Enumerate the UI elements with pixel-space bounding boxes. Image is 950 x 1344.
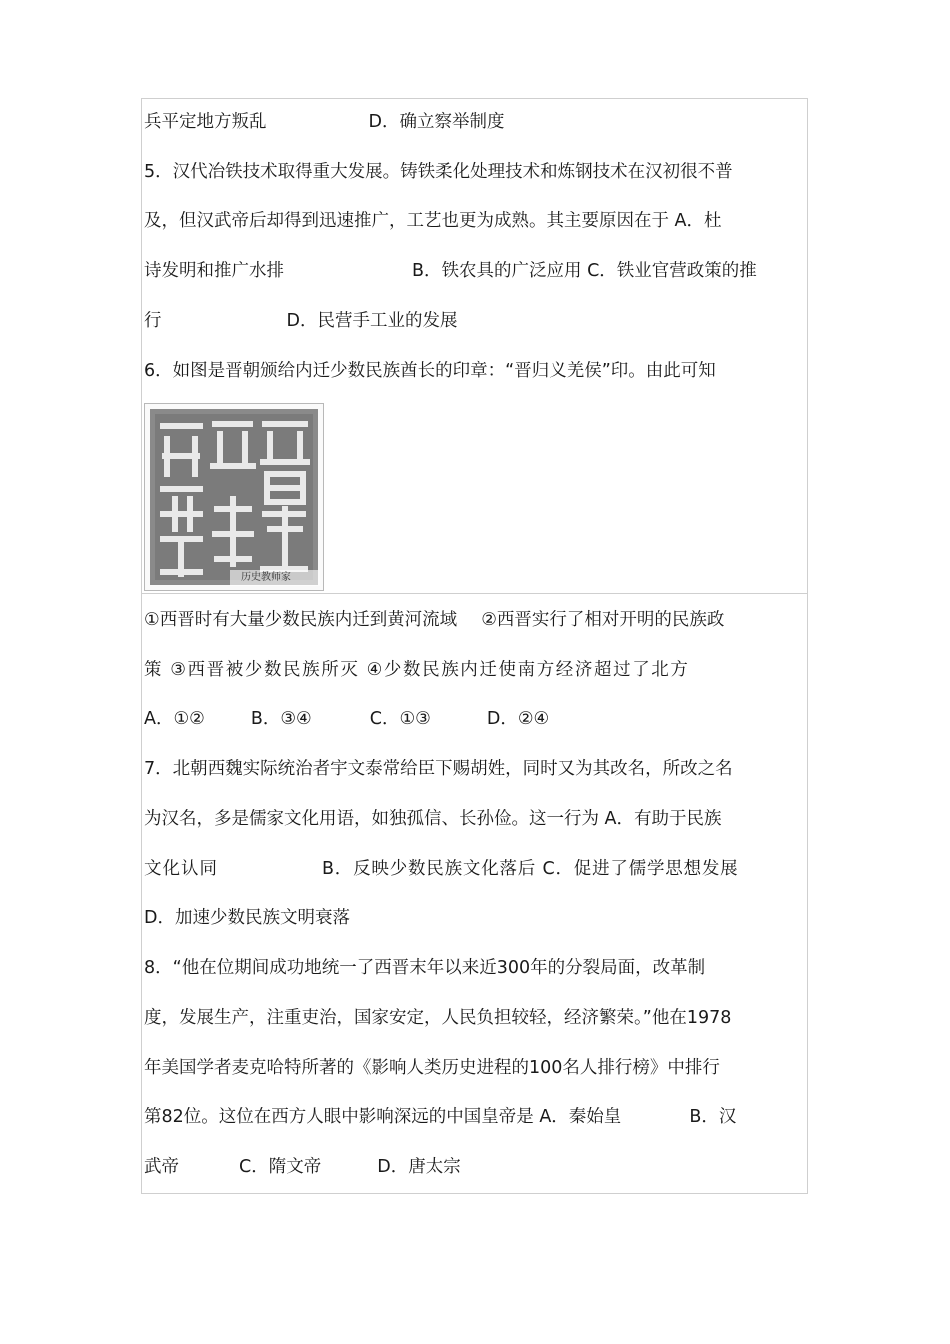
text-line-1 xyxy=(144,107,806,137)
question-7-line-2 xyxy=(144,804,806,834)
question-8-line-5 xyxy=(144,1152,806,1182)
question-8-line-4 xyxy=(144,1102,806,1132)
option-d: D．确立察举制度 xyxy=(368,112,505,132)
question-7-line-3 xyxy=(144,854,806,884)
answer-c: C．①③ xyxy=(369,709,431,729)
answer-d: D．②④ xyxy=(486,709,550,729)
text-fragment: 8．“他在位期间成功地统一了西晋末年以来近300年的分裂局面，改革制 xyxy=(144,958,706,978)
question-5-line-3 xyxy=(144,256,806,286)
question-7-line-1 xyxy=(144,754,806,784)
question-6-option-line-1 xyxy=(144,605,806,635)
question-6-line-1 xyxy=(144,356,806,386)
option-c: C．隋文帝 xyxy=(239,1157,322,1177)
statement-1: ①西晋时有大量少数民族内迁到黄河流域 xyxy=(144,610,458,630)
statement-2: ②西晋实行了相对开明的民族政 xyxy=(481,610,725,630)
text-fragment: 武帝 xyxy=(144,1157,179,1177)
option-b-c: B．铁农具的广泛应用 C．铁业官营政策的推 xyxy=(412,261,757,281)
question-7-line-4 xyxy=(144,903,806,933)
question-8-line-2 xyxy=(144,1003,806,1033)
text-fragment: 7．北朝西魏实际统治者宇文泰常给臣下赐胡姓，同时又为其改名，所改之名 xyxy=(144,759,733,779)
seal-impression xyxy=(145,404,323,590)
option-d: D．民营手工业的发展 xyxy=(286,311,458,331)
question-5-line-2 xyxy=(144,206,806,236)
section-divider xyxy=(141,593,808,594)
answer-a: A．①② xyxy=(144,709,205,729)
text-fragment: 行 xyxy=(144,311,162,331)
question-6-option-line-2 xyxy=(144,655,806,685)
text-fragment: 度，发展生产，注重吏治，国家安定，人民负担较轻，经济繁荣。”他在1978 xyxy=(144,1008,732,1028)
text-fragment: 兵平定地方叛乱 xyxy=(144,112,267,132)
seal-image xyxy=(144,403,324,591)
text-fragment: 第82位。这位在西方人眼中影响深远的中国皇帝是 A．秦始皇 xyxy=(144,1107,622,1127)
question-5-line-4 xyxy=(144,306,806,336)
question-5-line-1 xyxy=(144,157,806,187)
text-fragment: 5．汉代冶铁技术取得重大发展。铸铁柔化处理技术和炼钢技术在汉初很不普 xyxy=(144,162,733,182)
text-fragment: 诗发明和推广水排 xyxy=(144,261,284,281)
question-8-line-1 xyxy=(144,953,806,983)
option-b-c: B．反映少数民族文化落后 C．促进了儒学思想发展 xyxy=(322,859,739,879)
answer-b: B．③④ xyxy=(250,709,312,729)
option-b: B．汉 xyxy=(689,1107,737,1127)
text-fragment: 文化认同 xyxy=(144,859,218,879)
question-8-line-3 xyxy=(144,1053,806,1083)
text-fragment: 及，但汉武帝后却得到迅速推广，工艺也更为成熟。其主要原因在于 A．杜 xyxy=(144,211,722,231)
text-fragment: 6．如图是晋朝颁给内迁少数民族酋长的印章：“晋归义羌侯”印。由此可知 xyxy=(144,361,716,381)
text-fragment: 年美国学者麦克哈特所著的《影响人类历史进程的100名人排行榜》中排行 xyxy=(144,1058,720,1078)
statements-3-4: 策 ③西晋被少数民族所灭 ④少数民族内迁使南方经济超过了北方 xyxy=(144,660,690,680)
option-d: D．唐太宗 xyxy=(377,1157,461,1177)
option-d: D．加速少数民族文明衰落 xyxy=(144,908,350,928)
seal-watermark: 历史教师家 xyxy=(241,572,291,583)
text-fragment: 为汉名，多是儒家文化用语，如独孤信、长孙俭。这一行为 A．有助于民族 xyxy=(144,809,722,829)
question-6-answers xyxy=(144,704,806,734)
